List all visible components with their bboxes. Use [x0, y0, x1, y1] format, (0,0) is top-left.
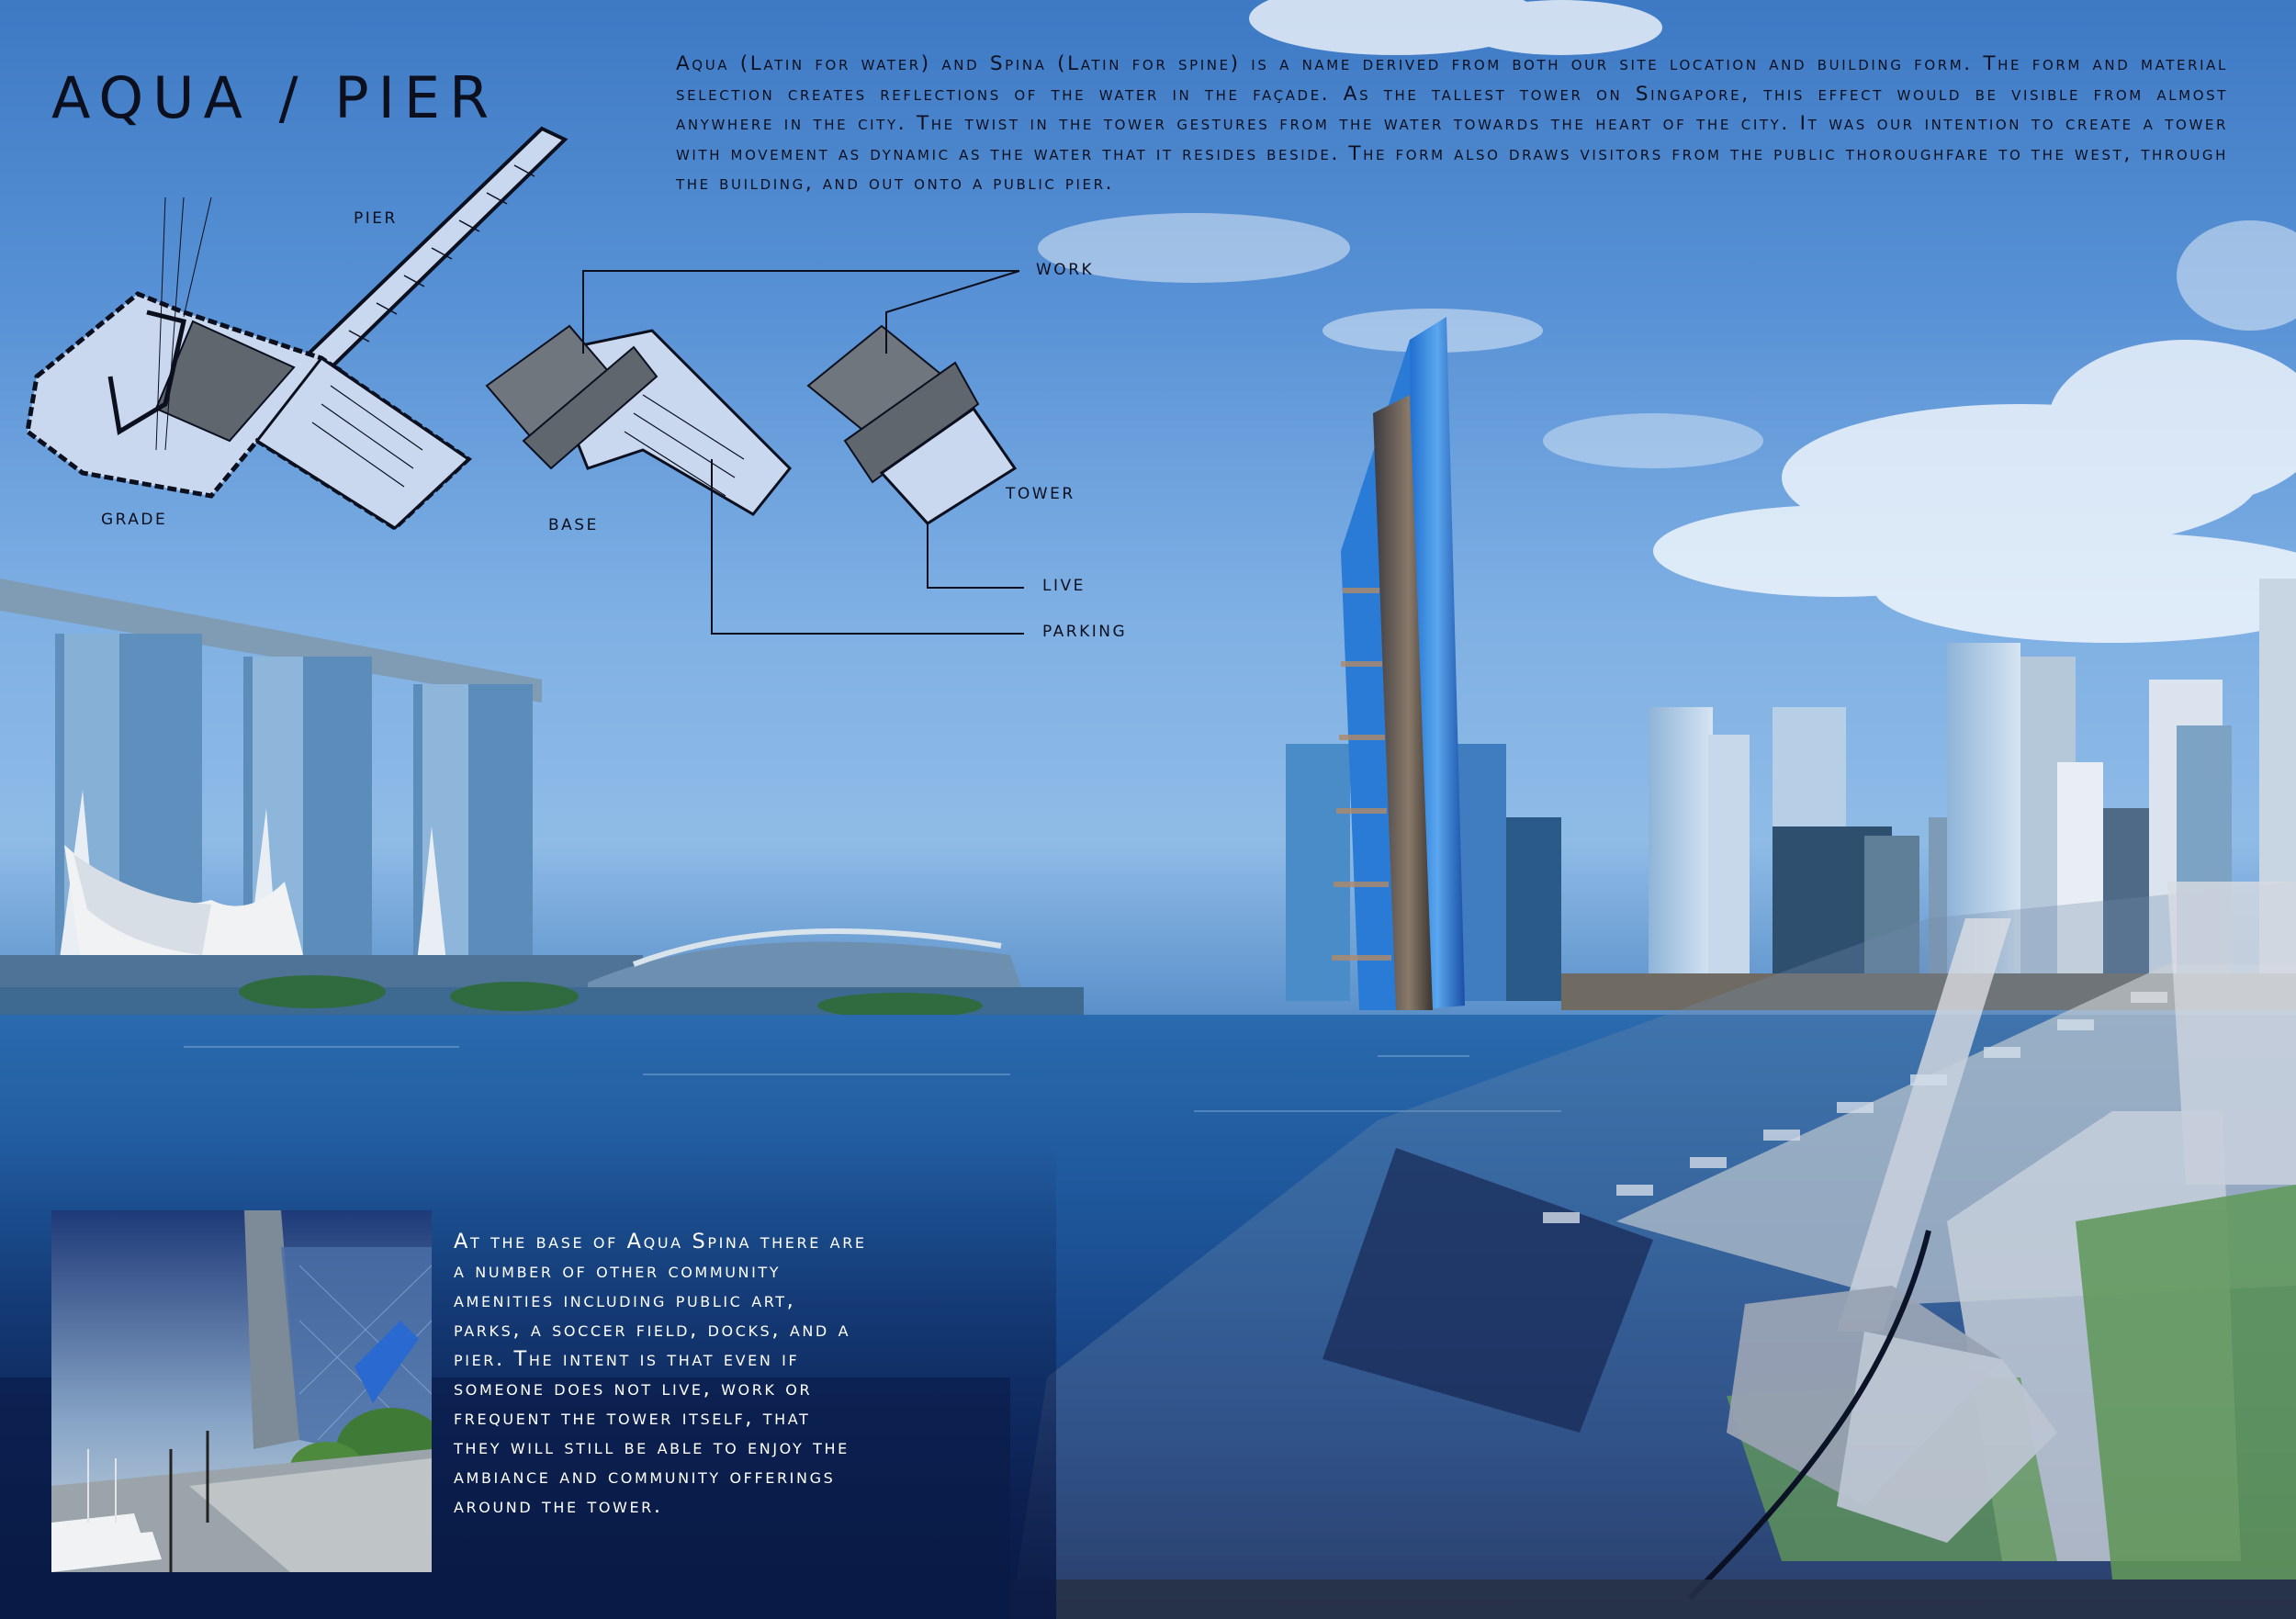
- base-diagram: [487, 326, 790, 514]
- label-pier: PIER: [354, 209, 398, 228]
- amenities-paragraph: At the base of Aqua Spina there are a number of other community amenities including public art, parks, a soccer field, docks, and a pier. The intent is that even if someone does not live, work or frequent the tower itself, that they will still be able to enjoy the ambiance and community offerings around the tower.: [454, 1230, 867, 1518]
- label-live: LIVE: [1042, 577, 1086, 595]
- label-work: WORK: [1036, 261, 1095, 279]
- label-parking: PARKING: [1042, 623, 1128, 641]
- label-grade: GRADE: [101, 511, 168, 529]
- label-base: BASE: [548, 516, 599, 534]
- aqua-spina-tower: [1332, 317, 1465, 1010]
- program-diagram: [0, 0, 1194, 661]
- inset-render: [51, 1210, 432, 1572]
- tower-diagram: [808, 326, 1015, 523]
- page-title: AQUA / PIER: [51, 64, 499, 131]
- label-tower: TOWER: [1006, 485, 1075, 503]
- grade-plan: [28, 129, 565, 528]
- intro-paragraph: Aqua (Latin for water) and Spina (Latin for spine) is a name derived from both our site location and building form. The form and material selection creates reflections of the water in the façade. As the tallest tower on Singapore, this effect would be visible from almost anywhere in the city. The twist in the tower gestures from the water towards the heart of the city. It was our intention to create a tower with movement as dynamic as the water that it resides beside. The form also draws visitors from the public thoroughfare to the west, through the building, and out onto a public pier.: [676, 52, 2228, 195]
